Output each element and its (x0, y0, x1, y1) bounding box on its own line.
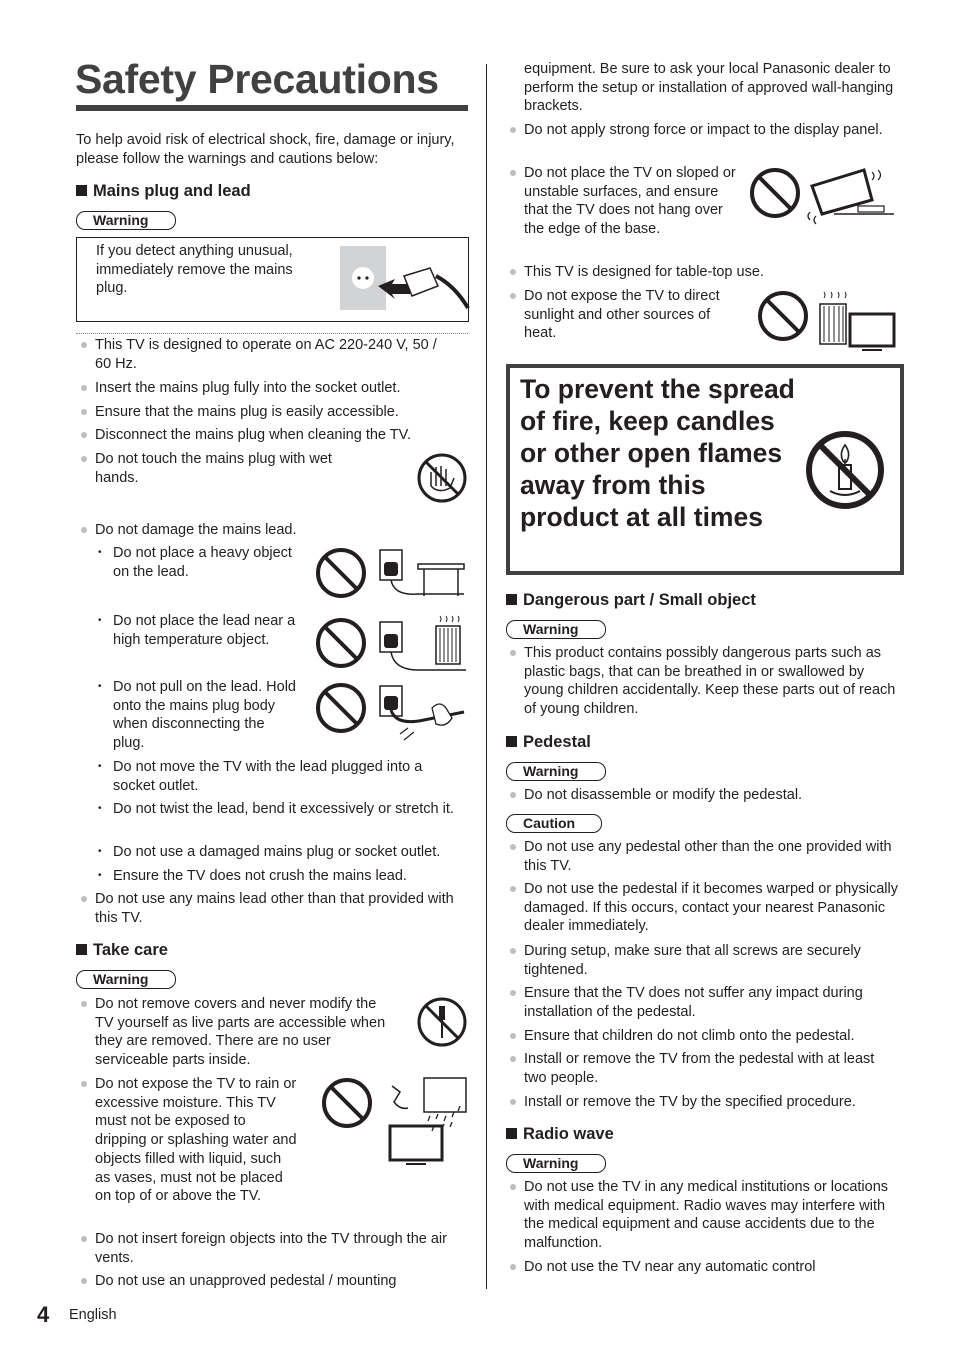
section-heading-take-care: Take care (76, 940, 168, 960)
bullet-icon (510, 1184, 516, 1190)
list-item: This TV is designed to operate on AC 220-240 V, 50 / 60 Hz. (95, 337, 437, 372)
bullet-icon (81, 896, 87, 902)
list-item: Do not touch the mains plug with wet hands. (95, 451, 332, 486)
caution-label: Caution (506, 814, 602, 833)
intro-text: To help avoid risk of electrical shock, fire, damage or injury, please follow the warnings and cautions below: (76, 132, 455, 167)
bullet-icon (510, 792, 516, 798)
list-item: Disconnect the mains plug when cleaning the TV. (95, 427, 411, 443)
bullet-icon (81, 342, 87, 348)
bullet-icon (81, 409, 87, 415)
list-item: Do not use the TV in any medical institutions or locations with medical equipment. Radio waves may interfere with the medical equipment and cause accidents due to the malfunction. (524, 1179, 889, 1252)
sub-bullet-icon: • (98, 846, 102, 857)
square-bullet-icon (506, 594, 517, 605)
list-item: Do not place the TV on sloped or unstable surfaces, and ensure that the TV does not hang over the edge of the base. (524, 165, 736, 238)
section-heading-mains: Mains plug and lead (76, 181, 251, 201)
warning-label: Warning (76, 970, 176, 989)
continued-text: equipment. Be sure to ask your local Panasonic dealer to perform the setup or installation of approved wall-hanging brackets. (524, 61, 894, 115)
warning-box-text: If you detect anything unusual, immediately remove the mains plug. (96, 243, 293, 297)
sub-list-item: Do not use a damaged mains plug or socket outlet. (113, 844, 441, 860)
list-item: Do not expose the TV to direct sunlight and other sources of heat. (524, 288, 720, 342)
square-bullet-icon (76, 185, 87, 196)
bullet-icon (510, 269, 516, 275)
sub-bullet-icon: • (98, 803, 102, 814)
bullet-icon (81, 1081, 87, 1087)
bullet-icon (510, 1264, 516, 1270)
square-bullet-icon (76, 944, 87, 955)
warning-label: Warning (506, 762, 606, 781)
sub-bullet-icon: • (98, 761, 102, 772)
list-item: Do not use the pedestal if it becomes warped or physically damaged. If this occurs, contact your nearest Panasonic dealer immediately. (524, 881, 898, 935)
bullet-icon (510, 170, 516, 176)
section-heading-pedestal: Pedestal (506, 732, 591, 752)
list-item: Do not use an unapproved pedestal / mounting (95, 1273, 397, 1289)
no-pull-lead-icon (314, 682, 470, 744)
list-item: Do not apply strong force or impact to the display panel. (524, 122, 883, 138)
sub-list-item: Do not place the lead near a high temperature object. (113, 613, 296, 648)
list-item: Ensure that the mains plug is easily accessible. (95, 404, 399, 420)
list-item: During setup, make sure that all screws are securely tightened. (524, 943, 861, 978)
warning-label: Warning (506, 620, 606, 639)
no-disassemble-icon (416, 996, 468, 1048)
list-item: Ensure that children do not climb onto the pedestal. (524, 1028, 855, 1044)
no-sloped-surface-icon (748, 166, 898, 228)
bullet-icon (81, 385, 87, 391)
sub-bullet-icon: • (98, 547, 102, 558)
bullet-icon (510, 1033, 516, 1039)
bullet-icon (510, 990, 516, 996)
section-heading-dangerous-part: Dangerous part / Small object (506, 590, 756, 610)
sub-bullet-icon: • (98, 681, 102, 692)
list-item: Do not remove covers and never modify the TV yourself as live parts are accessible when they are removed. There are no user serviceable parts inside. (95, 996, 386, 1069)
warning-label: Warning (506, 1154, 606, 1173)
list-item: This product contains possibly dangerous parts such as plastic bags, that can be breathed in or swallowed by young children accidentally. Keep these parts out of reach of young children. (524, 645, 896, 718)
dotted-divider (76, 333, 468, 335)
bullet-icon (81, 1278, 87, 1284)
sub-bullet-icon: • (98, 615, 102, 626)
list-item: This TV is designed for table-top use. (524, 264, 764, 280)
sub-list-item: Do not twist the lead, bend it excessively or stretch it. (113, 801, 454, 817)
list-item: Do not use any pedestal other than the one provided with this TV. (524, 839, 892, 874)
list-item: Install or remove the TV from the pedestal with at least two people. (524, 1051, 875, 1086)
list-item: Do not use any mains lead other than that provided with this TV. (95, 891, 454, 926)
no-direct-sunlight-icon (756, 290, 898, 354)
no-open-flame-icon (804, 429, 886, 511)
bullet-icon (81, 456, 87, 462)
no-heat-source-icon (314, 614, 470, 674)
bullet-icon (81, 527, 87, 533)
square-bullet-icon (506, 1128, 517, 1139)
fire-warning-text: To prevent the spread of fire, keep candles or other open flames away from this product at all times (520, 374, 795, 532)
list-item: Do not expose the TV to rain or excessive moisture. This TV must not be exposed to dripping or splashing water and objects filled with liquid, such as vases, must not be placed on top of or above the TV. (95, 1076, 297, 1205)
list-item: Do not use the TV near any automatic control (524, 1259, 816, 1275)
bullet-icon (81, 432, 87, 438)
page-number: 4 (37, 1302, 50, 1327)
list-item: Insert the mains plug fully into the socket outlet. (95, 380, 401, 396)
sub-list-item: Do not move the TV with the lead plugged into a socket outlet. (113, 759, 423, 794)
list-item: Install or remove the TV by the specified procedure. (524, 1094, 856, 1110)
unplug-icon (340, 246, 470, 316)
bullet-icon (510, 650, 516, 656)
column-divider (486, 64, 487, 1289)
bullet-icon (510, 844, 516, 850)
title-underline (76, 105, 468, 111)
section-heading-radio-wave: Radio wave (506, 1124, 614, 1144)
bullet-icon (510, 127, 516, 133)
square-bullet-icon (506, 736, 517, 747)
list-item: Ensure that the TV does not suffer any impact during installation of the pedestal. (524, 985, 863, 1020)
sub-list-item: Ensure the TV does not crush the mains lead. (113, 868, 407, 884)
bullet-icon (510, 948, 516, 954)
sub-bullet-icon: • (98, 870, 102, 881)
bullet-icon (81, 1001, 87, 1007)
list-item: Do not disassemble or modify the pedestal. (524, 787, 803, 803)
warning-label: Warning (76, 211, 176, 230)
page-language: English (69, 1307, 117, 1323)
bullet-icon (510, 886, 516, 892)
list-item: Do not insert foreign objects into the TV through the air vents. (95, 1231, 447, 1266)
bullet-icon (81, 1236, 87, 1242)
sub-list-item: Do not place a heavy object on the lead. (113, 545, 292, 580)
bullet-icon (510, 1099, 516, 1105)
no-heavy-object-icon (314, 546, 470, 600)
no-water-exposure-icon (320, 1076, 470, 1168)
bullet-icon (510, 293, 516, 299)
list-item: Do not damage the mains lead. (95, 522, 297, 538)
no-wet-hands-icon (416, 452, 468, 504)
page-title: Safety Precautions (75, 56, 439, 102)
sub-list-item: Do not pull on the lead. Hold onto the mains plug body when disconnecting the plug. (113, 679, 296, 752)
bullet-icon (510, 1056, 516, 1062)
